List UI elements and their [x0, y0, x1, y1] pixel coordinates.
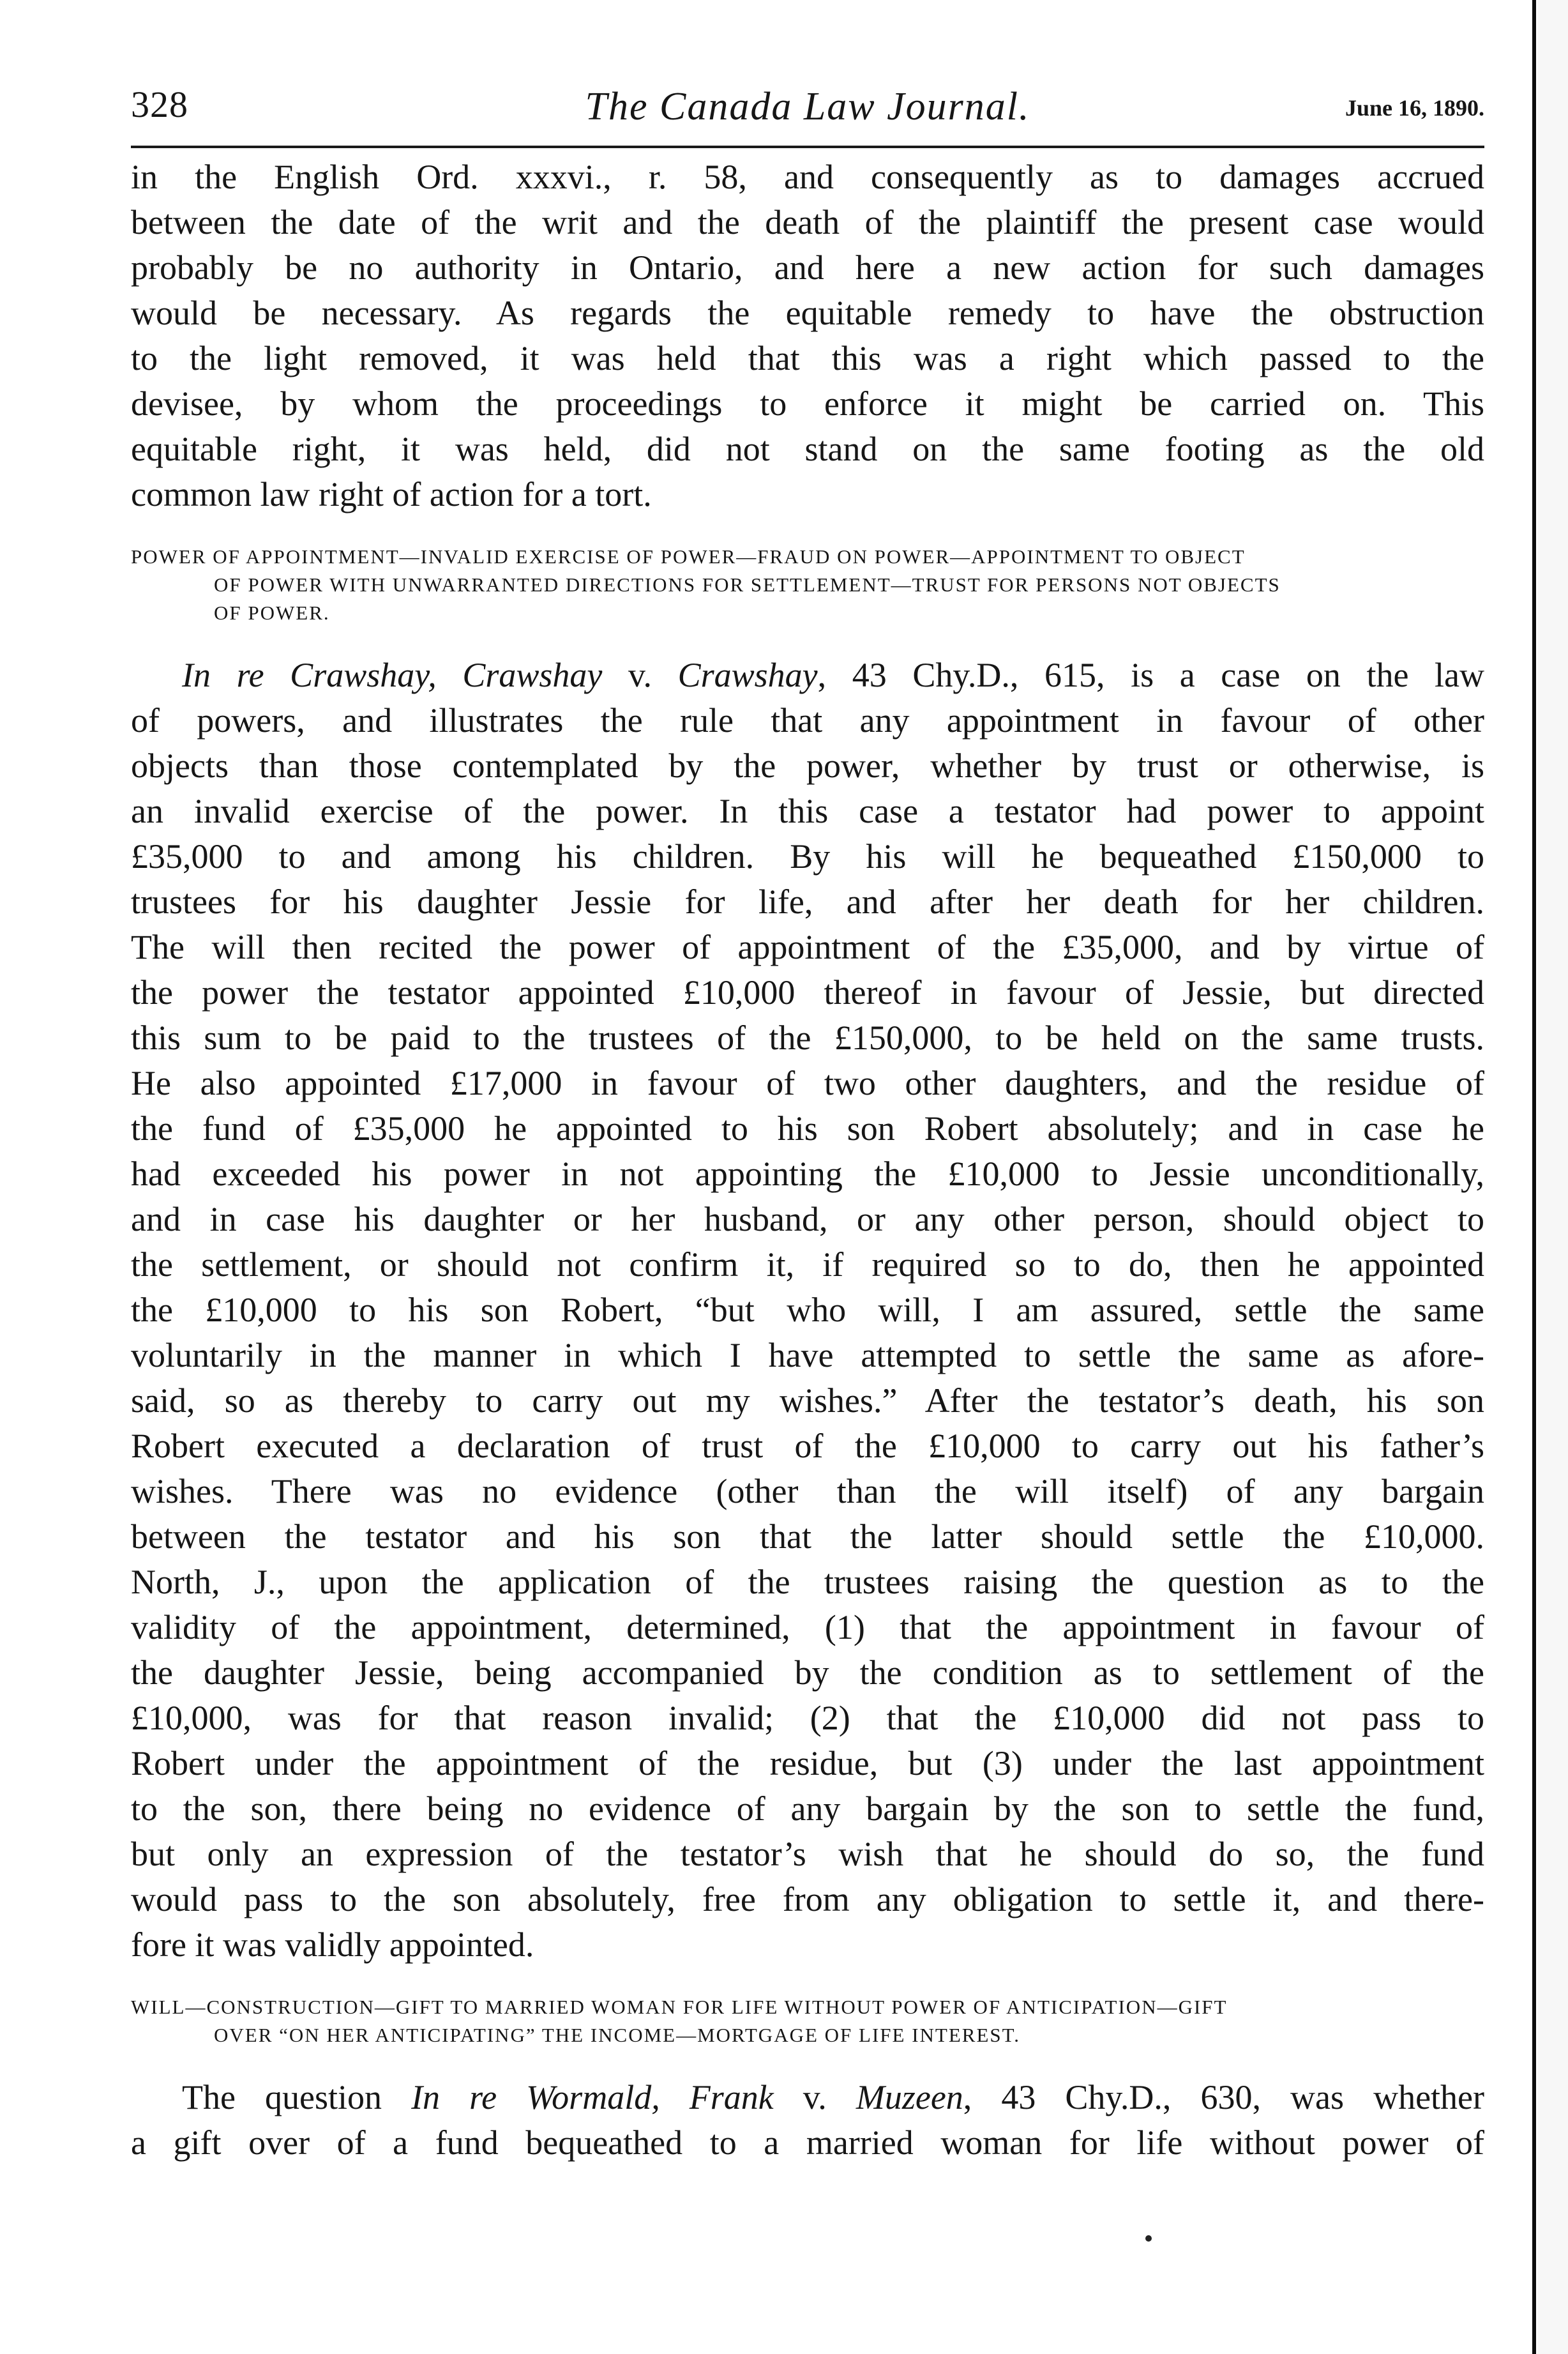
- page-content: [131, 70, 1484, 2166]
- case-crawshay-paragraph: [131, 653, 1484, 1968]
- text-line: The question In re Wormald, Frank v. Muzeen, 43 Chy.D., 630, was whether: [182, 2078, 1485, 2116]
- text-line: wishes. There was no evidence (other than the will itself) of any bargain: [131, 1472, 1484, 1510]
- issue-date: June 16, 1890.: [1345, 95, 1484, 121]
- case-name-italic: Crawshay: [677, 656, 818, 694]
- text-line: would pass to the son absolutely, free from any obligation to settle it, and there-: [131, 1880, 1484, 1918]
- text-line: this sum to be paid to the trustees of the £150,000, to be held on the same trusts.: [131, 1019, 1484, 1057]
- case-name-italic: Muzeen: [856, 2078, 963, 2116]
- text-line: an invalid exercise of the power. In this case a testator had power to appoint: [131, 792, 1484, 830]
- print-speck: [1145, 2235, 1152, 2242]
- text-line: validity of the appointment, determined, (1) that the appointment in favour of: [131, 1608, 1484, 1646]
- text-line: the settlement, or should not confirm it, if required so to do, then he appointed: [131, 1245, 1484, 1284]
- text-line: probably be no authority in Ontario, and here a new action for such damages: [131, 248, 1484, 287]
- text-line: North, J., upon the application of the trustees raising the question as to the: [131, 1563, 1484, 1601]
- text-line: but only an expression of the testator’s wish that he should do so, the fund: [131, 1835, 1484, 1873]
- case-wormald-paragraph: [131, 2075, 1484, 2166]
- text-line: the power the testator appointed £10,000 thereof in favour of Jessie, but directed: [131, 973, 1484, 1012]
- continued-paragraph: [131, 155, 1484, 517]
- text-line: The will then recited the power of appointment of the £35,000, and by virtue of: [131, 928, 1484, 966]
- text-line: £10,000, was for that reason invalid; (2) that the £10,000 did not pass to: [131, 1699, 1484, 1737]
- headnote-line: OF POWER.: [214, 602, 330, 624]
- text-line: had exceeded his power in not appointing the £10,000 to Jessie unconditionally,: [131, 1155, 1484, 1193]
- section-headnote-will: [131, 1993, 1484, 2049]
- headnote-line: WILL—CONSTRUCTION—GIFT TO MARRIED WOMAN FOR LIFE WITHOUT POWER OF ANTICIPATION—GIFT: [131, 1996, 1228, 2018]
- text-line: objects than those contemplated by the power, whether by trust or otherwise, is: [131, 747, 1484, 785]
- text-line: common law right of action for a tort.: [131, 475, 652, 513]
- text-line: fore it was validly appointed.: [131, 1925, 534, 1964]
- text-line: to the light removed, it was held that this was a right which passed to the: [131, 339, 1484, 377]
- text-line: equitable right, it was held, did not stand on the same footing as the old: [131, 430, 1484, 468]
- page-edge-shadow: [1537, 0, 1568, 2354]
- headnote-line: OF POWER WITH UNWARRANTED DIRECTIONS FOR SETTLEMENT—TRUST FOR PERSONS NOT OBJECTS: [214, 573, 1281, 596]
- text-line: £35,000 to and among his children. By his will he bequeathed £150,000 to: [131, 837, 1484, 876]
- text-line: would be necessary. As regards the equitable remedy to have the obstruction: [131, 294, 1484, 332]
- page-binding-edge: [1532, 0, 1536, 2354]
- case-name-italic: In re Wormald, Frank: [411, 2078, 774, 2116]
- text-line: to the son, there being no evidence of any bargain by the son to settle the fund,: [131, 1789, 1484, 1828]
- text-line: said, so as thereby to carry out my wishes.” After the testator’s death, his son: [131, 1381, 1484, 1420]
- text-line: In re Crawshay, Crawshay v. Crawshay, 43 Chy.D., 615, is a case on the law: [182, 656, 1485, 694]
- text-line: the fund of £35,000 he appointed to his son Robert absolutely; and in case he: [131, 1109, 1484, 1148]
- running-header: [131, 70, 1484, 148]
- journal-title: The Canada Law Journal.: [585, 85, 1030, 128]
- headnote-line: OVER “ON HER ANTICIPATING” THE INCOME—MORTGAGE OF LIFE INTEREST.: [214, 2024, 1021, 2046]
- text-line: Robert executed a declaration of trust of the £10,000 to carry out his father’s: [131, 1427, 1484, 1465]
- headnote-line: POWER OF APPOINTMENT—INVALID EXERCISE OF POWER—FRAUD ON POWER—APPOINTMENT TO OBJECT: [131, 545, 1246, 568]
- text-line: between the testator and his son that the latter should settle the £10,000.: [131, 1517, 1484, 1556]
- section-headnote-powers: [131, 543, 1484, 627]
- text-line: between the date of the writ and the death of the plaintiff the present case would: [131, 203, 1484, 241]
- page-number: 328: [131, 84, 188, 125]
- text-line: the daughter Jessie, being accompanied by the condition as to settlement of the: [131, 1653, 1484, 1692]
- text-line: voluntarily in the manner in which I have attempted to settle the same as afore-: [131, 1336, 1484, 1374]
- text-line: a gift over of a fund bequeathed to a married woman for life without power of: [131, 2123, 1484, 2162]
- text-line: in the English Ord. xxxvi., r. 58, and consequently as to damages accrued: [131, 158, 1484, 196]
- case-name-italic: In re Crawshay, Crawshay: [182, 656, 603, 694]
- text-line: He also appointed £17,000 in favour of two other daughters, and the residue of: [131, 1064, 1484, 1102]
- text-line: the £10,000 to his son Robert, “but who will, I am assured, settle the same: [131, 1291, 1484, 1329]
- text-line: of powers, and illustrates the rule that any appointment in favour of other: [131, 701, 1484, 740]
- text-line: and in case his daughter or her husband, or any other person, should object to: [131, 1200, 1484, 1238]
- text-line: Robert under the appointment of the residue, but (3) under the last appointment: [131, 1744, 1484, 1782]
- text-line: trustees for his daughter Jessie for life, and after her death for her children.: [131, 883, 1484, 921]
- text-line: devisee, by whom the proceedings to enforce it might be carried on. This: [131, 384, 1484, 423]
